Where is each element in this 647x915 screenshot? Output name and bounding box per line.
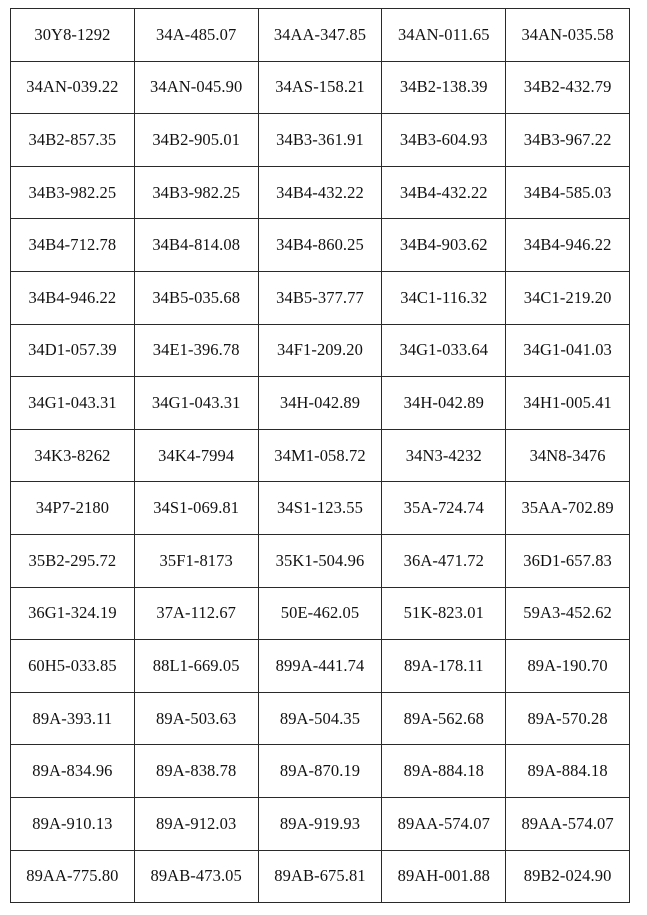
table-cell: 34G1-033.64 [382, 324, 506, 377]
table-cell: 34B3-967.22 [506, 114, 630, 167]
table-cell: 89A-838.78 [134, 745, 258, 798]
table-cell: 34B2-138.39 [382, 61, 506, 114]
table-cell: 34B4-712.78 [11, 219, 135, 272]
table-cell: 899A-441.74 [258, 640, 382, 693]
table-cell: 89AH-001.88 [382, 850, 506, 903]
table-cell: 30Y8-1292 [11, 9, 135, 62]
table-row [11, 692, 630, 745]
table-row [11, 587, 630, 640]
table-cell: 34B5-377.77 [258, 271, 382, 324]
table-cell: 34B3-361.91 [258, 114, 382, 167]
table-row [11, 9, 630, 62]
table-cell: 89A-570.28 [506, 692, 630, 745]
table-row [11, 640, 630, 693]
table-cell: 51K-823.01 [382, 587, 506, 640]
table-cell: 34B3-982.25 [134, 166, 258, 219]
table-cell: 60H5-033.85 [11, 640, 135, 693]
table-cell: 89A-503.63 [134, 692, 258, 745]
table-cell: 36A-471.72 [382, 534, 506, 587]
table-cell: 34N8-3476 [506, 429, 630, 482]
table-cell: 36G1-324.19 [11, 587, 135, 640]
table-cell: 37A-112.67 [134, 587, 258, 640]
table-cell: 89A-919.93 [258, 797, 382, 850]
table-cell: 34B3-604.93 [382, 114, 506, 167]
table-row [11, 324, 630, 377]
table-cell: 34H1-005.41 [506, 377, 630, 430]
table-cell: 34A-485.07 [134, 9, 258, 62]
table-cell: 35K1-504.96 [258, 534, 382, 587]
table-row [11, 377, 630, 430]
table-cell: 34S1-069.81 [134, 482, 258, 535]
table-cell: 89AA-574.07 [506, 797, 630, 850]
table-row [11, 429, 630, 482]
table-cell: 34B4-432.22 [382, 166, 506, 219]
table-row [11, 219, 630, 272]
table-cell: 34E1-396.78 [134, 324, 258, 377]
table-cell: 34B4-946.22 [506, 219, 630, 272]
table-cell: 35AA-702.89 [506, 482, 630, 535]
table-cell: 34B4-814.08 [134, 219, 258, 272]
table-cell: 34B3-982.25 [11, 166, 135, 219]
table-cell: 34M1-058.72 [258, 429, 382, 482]
table-cell: 34G1-041.03 [506, 324, 630, 377]
table-cell: 34AN-045.90 [134, 61, 258, 114]
table-cell: 34H-042.89 [382, 377, 506, 430]
table-cell: 89A-870.19 [258, 745, 382, 798]
table-cell: 35F1-8173 [134, 534, 258, 587]
table-cell: 34AN-011.65 [382, 9, 506, 62]
table-cell: 34K3-8262 [11, 429, 135, 482]
table-row [11, 850, 630, 903]
table-cell: 89A-834.96 [11, 745, 135, 798]
table-cell: 34G1-043.31 [11, 377, 135, 430]
table-row [11, 745, 630, 798]
table-cell: 59A3-452.62 [506, 587, 630, 640]
table-cell: 89AA-775.80 [11, 850, 135, 903]
table-cell: 34H-042.89 [258, 377, 382, 430]
table-cell: 89A-393.11 [11, 692, 135, 745]
table-row [11, 114, 630, 167]
table-cell: 34P7-2180 [11, 482, 135, 535]
table-row [11, 534, 630, 587]
table-cell: 34B4-585.03 [506, 166, 630, 219]
table-cell: 34F1-209.20 [258, 324, 382, 377]
table-cell: 89A-562.68 [382, 692, 506, 745]
table-cell: 89A-912.03 [134, 797, 258, 850]
table-cell: 34B4-432.22 [258, 166, 382, 219]
table-row [11, 271, 630, 324]
table-cell: 89AB-675.81 [258, 850, 382, 903]
table-cell: 89A-884.18 [382, 745, 506, 798]
table-cell: 89AA-574.07 [382, 797, 506, 850]
table-cell: 34K4-7994 [134, 429, 258, 482]
table-cell: 34AS-158.21 [258, 61, 382, 114]
table-cell: 89AB-473.05 [134, 850, 258, 903]
table-body [11, 9, 630, 903]
table-row [11, 166, 630, 219]
table-cell: 89A-910.13 [11, 797, 135, 850]
table-cell: 34B4-903.62 [382, 219, 506, 272]
table-cell: 36D1-657.83 [506, 534, 630, 587]
table-cell: 50E-462.05 [258, 587, 382, 640]
table-row [11, 797, 630, 850]
table-cell: 89B2-024.90 [506, 850, 630, 903]
table-cell: 34B2-432.79 [506, 61, 630, 114]
table-cell: 89A-178.11 [382, 640, 506, 693]
table-cell: 34B5-035.68 [134, 271, 258, 324]
table-row [11, 482, 630, 535]
table-cell: 34AN-035.58 [506, 9, 630, 62]
table-cell: 34S1-123.55 [258, 482, 382, 535]
table-cell: 34AA-347.85 [258, 9, 382, 62]
table-cell: 34B2-905.01 [134, 114, 258, 167]
table-cell: 34D1-057.39 [11, 324, 135, 377]
table-cell: 35B2-295.72 [11, 534, 135, 587]
table-cell: 34B2-857.35 [11, 114, 135, 167]
table-cell: 89A-884.18 [506, 745, 630, 798]
table-cell: 89A-504.35 [258, 692, 382, 745]
table-cell: 34G1-043.31 [134, 377, 258, 430]
table-cell: 34N3-4232 [382, 429, 506, 482]
table-cell: 89A-190.70 [506, 640, 630, 693]
table-cell: 34C1-219.20 [506, 271, 630, 324]
table-cell: 88L1-669.05 [134, 640, 258, 693]
license-plate-table [10, 8, 630, 903]
table-cell: 34B4-946.22 [11, 271, 135, 324]
table-cell: 35A-724.74 [382, 482, 506, 535]
table-cell: 34C1-116.32 [382, 271, 506, 324]
table-cell: 34B4-860.25 [258, 219, 382, 272]
table-row [11, 61, 630, 114]
table-cell: 34AN-039.22 [11, 61, 135, 114]
